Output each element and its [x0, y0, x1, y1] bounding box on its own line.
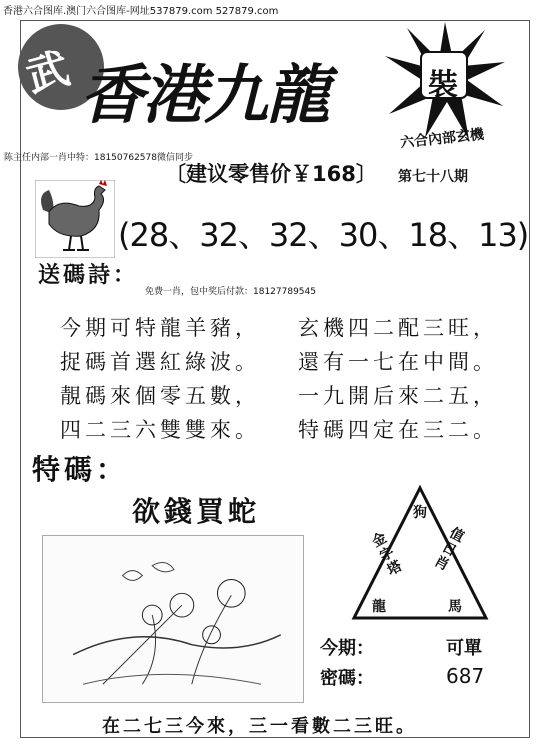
site-header-text: 香港六合图库.澳门六合图库-网址537879.com 527879.com: [3, 6, 279, 17]
price-label: 〔建议零售价￥168〕: [165, 162, 377, 186]
poem-heading: 送碼詩：: [38, 262, 139, 288]
special-heading: 特碼：: [32, 453, 129, 486]
poem-line-1-left: 今期可特龍羊豬，: [60, 316, 260, 340]
burst-char: 裝: [428, 68, 458, 103]
code-label: 密碼：: [320, 668, 374, 689]
contact-line-1: 陈主任内部一肖中特：18150762578微信同步: [4, 153, 193, 163]
logo-circle-char: 武: [21, 43, 75, 102]
poem-line-4-right: 特碼四定在三二。: [298, 418, 498, 442]
triangle-bottom-left: 龍: [372, 599, 386, 615]
page-title: 香港九龍: [80, 58, 328, 133]
triangle-bottom-right: 馬: [448, 599, 462, 615]
triangle-top: 狗: [413, 505, 427, 521]
footer-verse: 在二七三今來，三一看數二三旺。: [102, 716, 417, 737]
special-phrase: 欲錢買蛇: [132, 495, 261, 528]
triangle-right-side: 值日肖: [431, 525, 467, 575]
lucky-numbers: (28、32、32、30、18、13): [118, 216, 529, 254]
triangle-left-side: 金字塔: [369, 529, 405, 579]
triangle-diagram: [350, 482, 490, 622]
subtitle: 六合內部玄機: [399, 126, 485, 152]
flower-drawing: [42, 535, 304, 703]
contact-line-2: 免费一肖，包中奖后付款：18127789545: [145, 287, 316, 297]
rooster-illustration: [35, 180, 115, 258]
issue-number: 第七十八期: [398, 169, 468, 185]
period-value: 可單: [446, 638, 482, 659]
period-label: 今期：: [320, 638, 374, 659]
poem-line-3-left: 靚碼來個零五數，: [60, 384, 260, 408]
poem-line-4-left: 四二三六雙雙來。: [60, 418, 260, 442]
poem-line-3-right: 一九開后來二五，: [298, 384, 498, 408]
code-value: 687: [446, 664, 485, 688]
poem-line-1-right: 玄機四二配三旺，: [298, 316, 498, 340]
poem-line-2-right: 還有一七在中間。: [298, 350, 498, 374]
poem-line-2-left: 捉碼首選紅綠波。: [60, 350, 260, 374]
